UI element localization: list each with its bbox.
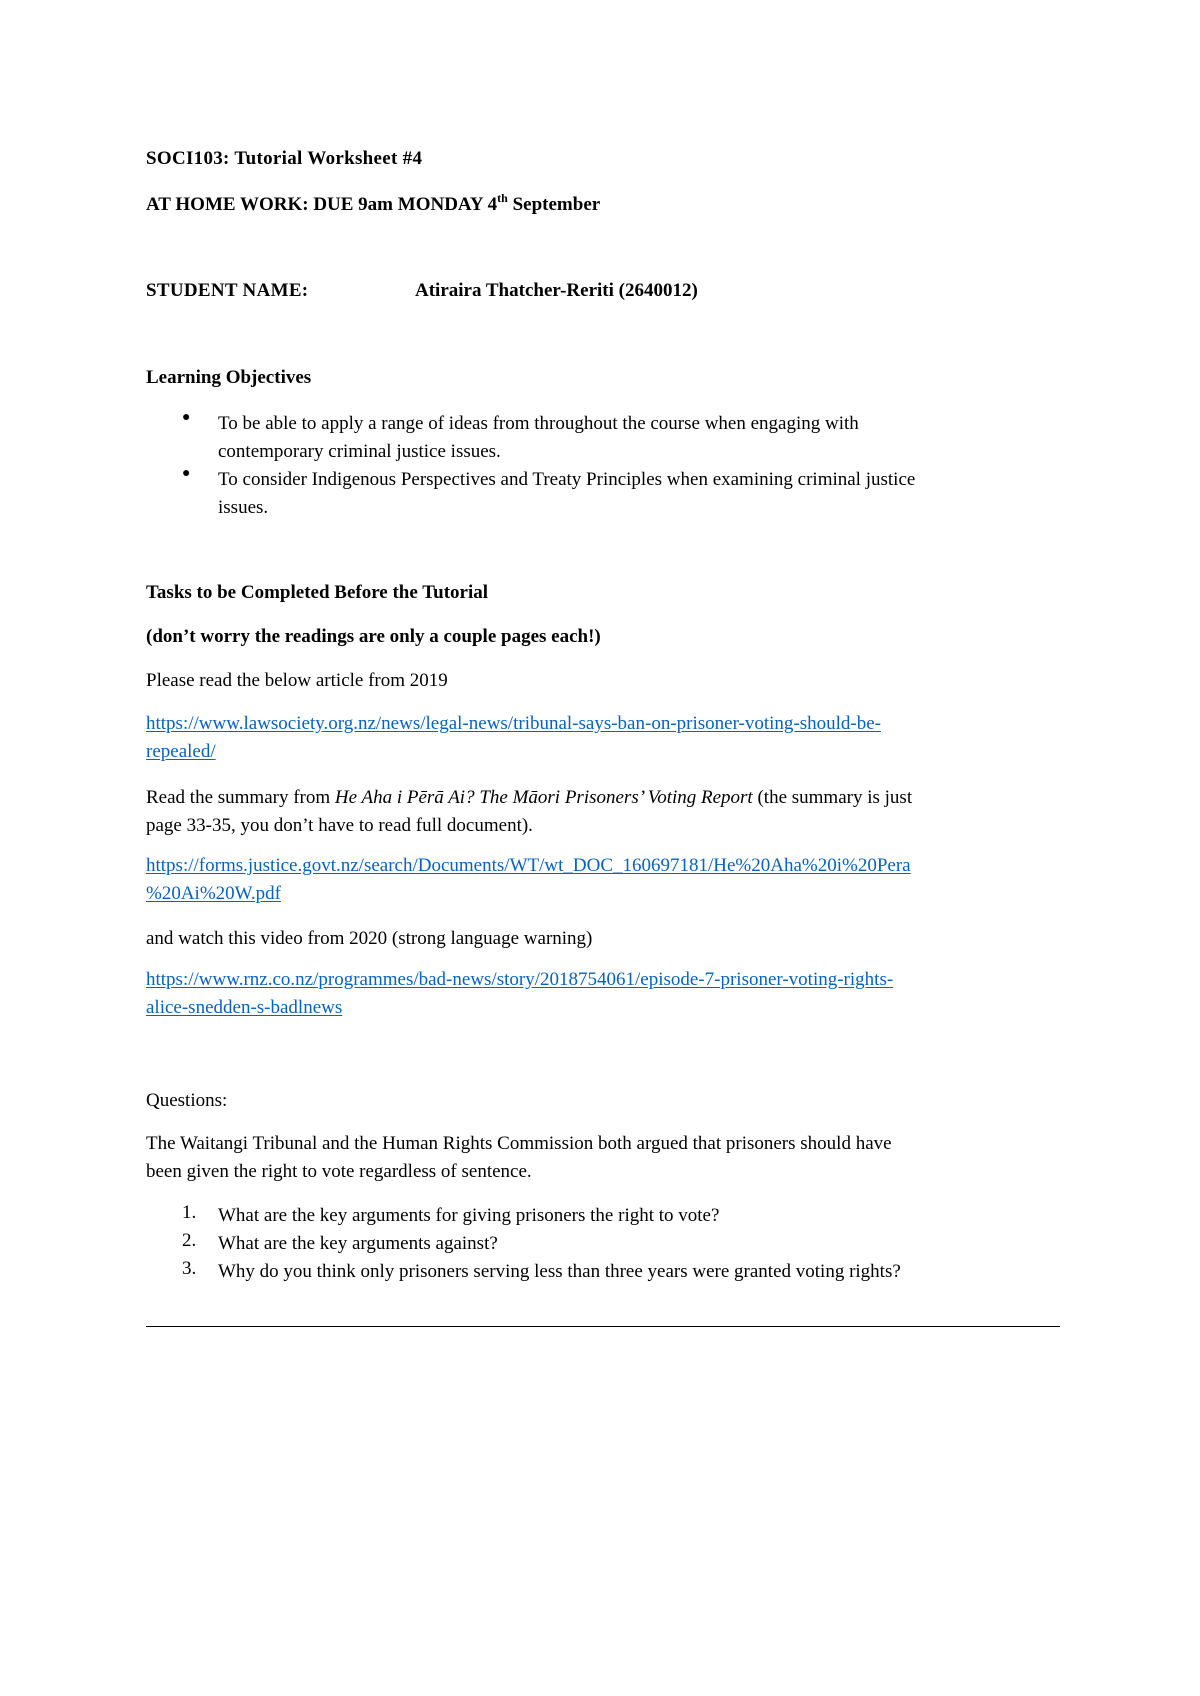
due-date-superscript: th	[497, 191, 508, 205]
summary-line	[146, 784, 912, 812]
link-line[interactable]: %20Ai%20W.pdf	[146, 883, 281, 904]
questions-heading: Questions:	[146, 1090, 228, 1111]
objective-text	[218, 466, 1078, 522]
questions-intro-line: been given the right to vote regardless of sentence.	[146, 1161, 532, 1182]
link-line[interactable]: https://forms.justice.govt.nz/search/Documents/WT/wt_DOC_160697181/He%20Aha%20i%20Pera	[146, 855, 911, 876]
objective-line: contemporary criminal justice issues.	[218, 441, 501, 462]
tasks-heading: Tasks to be Completed Before the Tutorial	[146, 582, 489, 603]
due-date-suffix: September	[507, 194, 601, 215]
rnz-video-link[interactable]	[146, 966, 893, 1022]
objective-line: To be able to apply a range of ideas from throughout the course when engaging with	[218, 413, 859, 434]
questions-intro	[146, 1130, 892, 1186]
tasks-subheading: (don’t worry the readings are only a couple pages each!)	[146, 626, 601, 647]
read-article-instruction: Please read the below article from 2019	[146, 670, 448, 691]
worksheet-title: SOCI103: Tutorial Worksheet #4	[146, 148, 423, 169]
link-line[interactable]: https://www.rnz.co.nz/programmes/bad-news/story/2018754061/episode-7-prisoner-voting-rights-	[146, 969, 894, 990]
link-line[interactable]: https://www.lawsociety.org.nz/news/legal-news/tribunal-says-ban-on-prisoner-voting-should-be-	[146, 713, 881, 734]
objective-text	[218, 410, 1078, 466]
report-title: He Aha i Pērā Ai? The Māori Prisoners’ Voting Report	[334, 787, 753, 808]
video-instruction: and watch this video from 2020 (strong language warning)	[146, 928, 593, 949]
question-number: 3.	[182, 1258, 197, 1279]
link-line[interactable]: alice-snedden-s-badlnews	[146, 997, 343, 1018]
summary-line: page 33-35, you don’t have to read full document).	[146, 815, 533, 836]
link-line[interactable]: repealed/	[146, 741, 216, 762]
justice-report-link[interactable]	[146, 852, 911, 908]
question-text: What are the key arguments against?	[218, 1233, 498, 1254]
bullet-icon: ●	[182, 410, 191, 425]
student-name-label: STUDENT NAME:	[146, 280, 309, 301]
questions-intro-line: The Waitangi Tribunal and the Human Rights Commission both argued that prisoners should have	[146, 1133, 892, 1154]
learning-objectives-heading: Learning Objectives	[146, 367, 312, 388]
law-society-link[interactable]	[146, 710, 881, 766]
student-name-value: Atiraira Thatcher-Reriti (2640012)	[415, 280, 698, 301]
question-number: 1.	[182, 1202, 197, 1223]
objective-line: To consider Indigenous Perspectives and Treaty Principles when examining criminal justice	[218, 469, 916, 490]
bullet-icon: ●	[182, 466, 191, 481]
question-number: 2.	[182, 1230, 197, 1251]
due-date-line	[146, 191, 600, 216]
question-text: Why do you think only prisoners serving less than three years were granted voting rights?	[218, 1261, 901, 1282]
horizontal-rule	[146, 1326, 1060, 1327]
due-date-prefix: AT HOME WORK: DUE 9am MONDAY 4	[146, 194, 498, 215]
summary-suffix: (the summary is just	[752, 787, 913, 808]
objective-line: issues.	[218, 497, 269, 518]
summary-instruction	[146, 784, 912, 840]
summary-prefix: Read the summary from	[146, 787, 335, 808]
question-text: What are the key arguments for giving prisoners the right to vote?	[218, 1205, 720, 1226]
